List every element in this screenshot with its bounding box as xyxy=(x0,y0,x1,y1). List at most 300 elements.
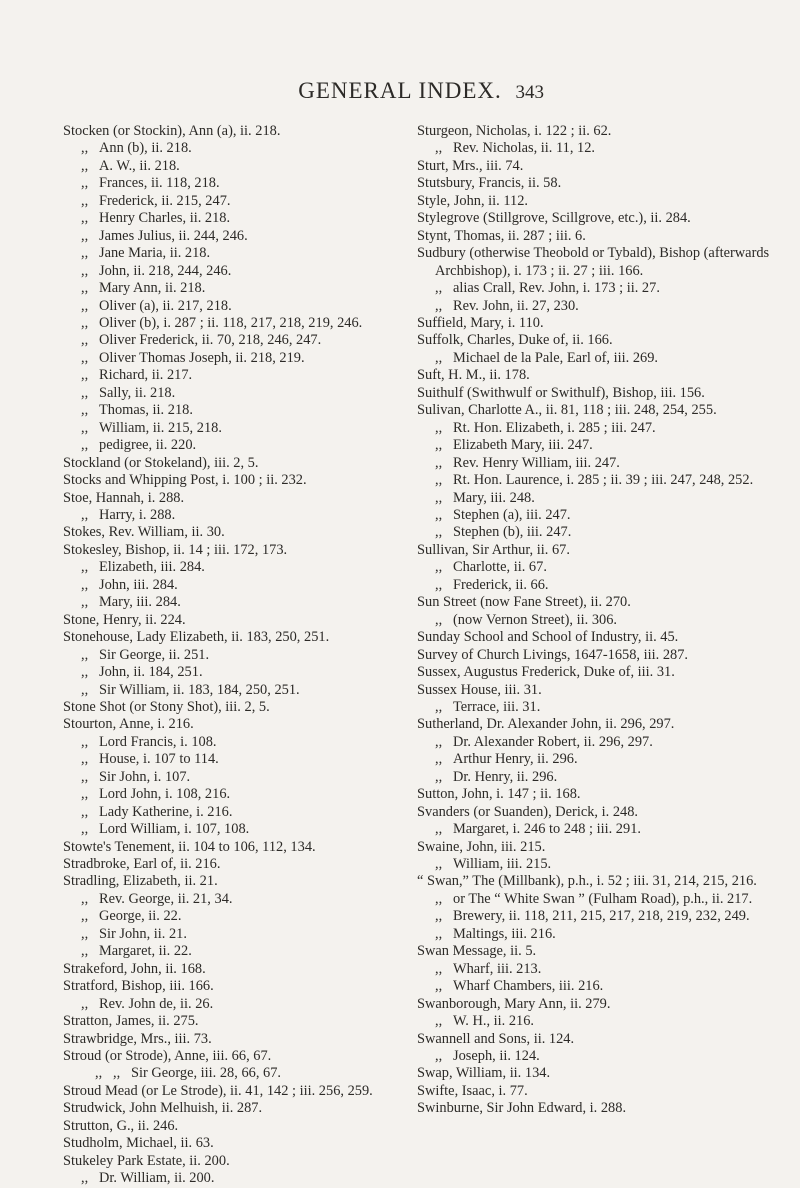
index-entry-text: Sir George, iii. 28, 66, 67. xyxy=(131,1065,282,1082)
index-entry-text: Sir William, ii. 183, 184, 250, 251. xyxy=(99,681,300,698)
index-entry xyxy=(63,1153,438,1170)
index-entry xyxy=(63,367,438,384)
index-entry-text: Richard, ii. 217. xyxy=(99,367,193,384)
ditto-mark: ,, xyxy=(81,576,89,593)
index-entry xyxy=(63,682,438,699)
ditto-mark: ,, xyxy=(81,210,89,227)
index-entry xyxy=(63,769,438,786)
index-entry-text: Stroud (or Strode), Anne, iii. 66, 67. xyxy=(63,1048,272,1065)
index-entry-text: Sullivan, Sir Arthur, ii. 67. xyxy=(417,541,570,558)
index-entry xyxy=(417,298,792,315)
index-entry-text: Studholm, Michael, ii. 63. xyxy=(63,1135,214,1152)
ditto-mark: ,, xyxy=(435,524,443,541)
index-entry xyxy=(417,734,792,751)
index-entry xyxy=(63,298,438,315)
index-entry-text: Sun Street (now Fane Street), ii. 270. xyxy=(417,594,631,611)
index-entry xyxy=(417,804,792,821)
ditto-mark: ,, xyxy=(81,751,89,768)
index-entry-text: Sir George, ii. 251. xyxy=(99,646,210,663)
index-entry xyxy=(63,943,438,960)
ditto-mark: ,, xyxy=(435,297,443,314)
index-entry xyxy=(417,612,792,629)
index-entry-text: Sir John, ii. 21. xyxy=(99,925,187,942)
index-entry-text: Strutton, G., ii. 246. xyxy=(63,1117,179,1134)
index-entry-text: Oliver (a), ii. 217, 218. xyxy=(99,297,232,314)
ditto-mark: ,, xyxy=(81,1170,89,1187)
index-entry-text: Mary Ann, ii. 218. xyxy=(99,280,206,297)
ditto-mark: ,, xyxy=(81,192,89,209)
index-entry-text: George, ii. 22. xyxy=(99,908,182,925)
index-entry xyxy=(417,367,792,384)
ditto-mark: ,, xyxy=(435,978,443,995)
index-entry xyxy=(63,804,438,821)
index-entry-text: Oliver Thomas Joseph, ii. 218, 219. xyxy=(99,349,305,366)
index-entry-text: Stradbroke, Earl of, ii. 216. xyxy=(63,856,221,873)
index-entry-text: Lord Francis, i. 108. xyxy=(99,733,217,750)
index-entry-text: Sturgeon, Nicholas, i. 122 ; ii. 62. xyxy=(417,123,612,139)
index-entry-text: Stocken (or Stockin), Ann (a), ii. 218. xyxy=(63,123,281,139)
index-entry xyxy=(63,210,438,227)
ditto-mark: ,, xyxy=(81,384,89,401)
index-entry-text: Dr. Henry, ii. 296. xyxy=(453,768,558,785)
index-entry-text: pedigree, ii. 220. xyxy=(99,437,197,454)
index-entry-text: Svanders (or Suanden), Derick, i. 248. xyxy=(417,803,639,820)
ditto-mark: ,, xyxy=(435,506,443,523)
index-entry xyxy=(63,1048,438,1065)
index-entry-text: Stone Shot (or Stony Shot), iii. 2, 5. xyxy=(63,698,270,715)
index-entry-text: Harry, i. 288. xyxy=(99,506,176,523)
index-entry-text: Ann (b), ii. 218. xyxy=(99,140,192,157)
ditto-mark: ,, xyxy=(81,140,89,157)
index-entry xyxy=(63,891,438,908)
index-entry xyxy=(63,315,438,332)
index-entry xyxy=(63,193,438,210)
ditto-mark: ,, xyxy=(435,925,443,942)
index-entry-text: Margaret, ii. 22. xyxy=(99,943,192,960)
index-entry xyxy=(417,542,792,559)
index-entry xyxy=(63,699,438,716)
index-entry xyxy=(63,280,438,297)
index-entry-text: Henry Charles, ii. 218. xyxy=(99,210,231,227)
index-entry-text: Sussex, Augustus Frederick, Duke of, iii. 31. xyxy=(417,664,675,681)
ditto-mark: ,, xyxy=(435,559,443,576)
index-entry-text: Stephen (b), iii. 247. xyxy=(453,524,572,541)
ditto-mark: ,, xyxy=(81,768,89,785)
index-entry xyxy=(417,926,792,943)
index-entry xyxy=(417,961,792,978)
ditto-mark: ,, xyxy=(435,454,443,471)
ditto-mark: ,, xyxy=(81,349,89,366)
ditto-mark: ,, xyxy=(81,437,89,454)
index-entry xyxy=(417,350,792,367)
ditto-mark: ,, xyxy=(81,733,89,750)
index-entry xyxy=(63,1031,438,1048)
index-entry xyxy=(417,908,792,925)
index-entry-text: Lady Katherine, i. 216. xyxy=(99,803,233,820)
ditto-mark: ,, xyxy=(435,960,443,977)
index-entry-text: Swanborough, Mary Ann, ii. 279. xyxy=(417,995,611,1012)
ditto-mark: ,, xyxy=(435,908,443,925)
index-entry-text: Swannell and Sons, ii. 124. xyxy=(417,1030,575,1047)
index-entry-text: Mary, iii. 284. xyxy=(99,594,181,611)
index-entry xyxy=(417,402,792,419)
ditto-mark: ,, xyxy=(435,489,443,506)
index-entry-text: Rev. Nicholas, ii. 11, 12. xyxy=(453,140,596,157)
index-entry xyxy=(63,629,438,646)
index-entry-text: Terrace, iii. 31. xyxy=(453,698,541,715)
index-entry xyxy=(63,1065,438,1082)
index-entry xyxy=(417,315,792,332)
ditto-mark: ,, xyxy=(81,803,89,820)
ditto-mark: ,, xyxy=(81,506,89,523)
index-entry-text: Sir John, i. 107. xyxy=(99,768,191,785)
ditto-mark: ,, xyxy=(81,594,89,611)
index-entry-text: Thomas, ii. 218. xyxy=(99,402,193,419)
index-entry xyxy=(63,734,438,751)
index-entry-text: W. H., ii. 216. xyxy=(453,1013,535,1030)
index-entry xyxy=(63,140,438,157)
index-entry-text: Stradling, Elizabeth, ii. 21. xyxy=(63,873,218,890)
index-entry-text: Oliver (b), i. 287 ; ii. 118, 217, 218, 219, 246. xyxy=(99,314,363,331)
ditto-mark: ,, xyxy=(81,175,89,192)
index-entry xyxy=(417,577,792,594)
index-entry xyxy=(63,664,438,681)
index-entry-text: Strudwick, John Melhuish, ii. 287. xyxy=(63,1100,263,1117)
index-entry xyxy=(417,716,792,733)
ditto-mark: ,, xyxy=(81,664,89,681)
index-entry-text: alias Crall, Rev. John, i. 173 ; ii. 27. xyxy=(453,280,660,297)
index-entry xyxy=(63,402,438,419)
index-entry-text: Elizabeth Mary, iii. 247. xyxy=(453,437,593,454)
index-entry-text: John, ii. 184, 251. xyxy=(99,664,203,681)
index-entry xyxy=(417,786,792,803)
ditto-mark: ,, xyxy=(81,245,89,262)
index-entry-text: Stylegrove (Stillgrove, Scillgrove, etc.), ii. 284. xyxy=(417,210,691,227)
ditto-mark: ,, xyxy=(435,611,443,628)
index-entry-text: Oliver Frederick, ii. 70, 218, 246, 247. xyxy=(99,332,322,349)
index-entry-text: Stratton, James, ii. 275. xyxy=(63,1013,199,1030)
index-entry xyxy=(63,524,438,541)
index-entry-text: Sulivan, Charlotte A., ii. 81, 118 ; iii. 248, 254, 255. xyxy=(417,402,717,419)
index-entry-text: Stowte's Tenement, ii. 104 to 106, 112, 134. xyxy=(63,838,316,855)
index-entry-text: Sally, ii. 218. xyxy=(99,384,176,401)
ditto-mark: ,, xyxy=(435,856,443,873)
ditto-mark: ,, xyxy=(81,314,89,331)
ditto-mark: ,, xyxy=(435,472,443,489)
index-entry-text: Stockland (or Stokeland), iii. 2, 5. xyxy=(63,454,259,471)
ditto-mark: ,, xyxy=(435,733,443,750)
ditto-mark: ,, xyxy=(81,908,89,925)
index-column-right xyxy=(417,123,792,1118)
index-entry-text: Charlotte, ii. 67. xyxy=(453,559,547,576)
index-entry-text: Frederick, ii. 215, 247. xyxy=(99,192,231,209)
index-entry xyxy=(417,140,792,157)
ditto-mark: ,, xyxy=(81,925,89,942)
index-entry-text: Swifte, Isaac, i. 77. xyxy=(417,1082,528,1099)
index-entry xyxy=(63,490,438,507)
index-entry xyxy=(417,856,792,873)
index-entry xyxy=(417,1048,792,1065)
index-entry xyxy=(63,996,438,1013)
index-entry-text: Wharf Chambers, iii. 216. xyxy=(453,978,604,995)
ditto-mark: ,, xyxy=(435,419,443,436)
index-entry-text: Elizabeth, iii. 284. xyxy=(99,559,205,576)
index-entry xyxy=(63,385,438,402)
index-entry xyxy=(417,455,792,472)
index-entry-text: Rev. George, ii. 21, 34. xyxy=(99,890,233,907)
index-entry xyxy=(63,175,438,192)
index-entry xyxy=(63,245,438,262)
index-entry-text: Arthur Henry, ii. 296. xyxy=(453,751,578,768)
index-entry-text: James Julius, ii. 244, 246. xyxy=(99,227,248,244)
index-entry xyxy=(417,664,792,681)
page-title: GENERAL INDEX. xyxy=(298,78,502,103)
ditto-mark: ,, xyxy=(81,402,89,419)
index-entry-text: Style, John, ii. 112. xyxy=(417,192,529,209)
index-entry xyxy=(63,332,438,349)
ditto-mark: ,, xyxy=(435,751,443,768)
index-entry-text: Swap, William, ii. 134. xyxy=(417,1065,551,1082)
ditto-mark: ,, xyxy=(81,262,89,279)
index-entry xyxy=(417,1065,792,1082)
ditto-mark: ,, xyxy=(81,890,89,907)
index-entry xyxy=(417,647,792,664)
ditto-mark: ,, xyxy=(81,681,89,698)
index-entry-text: Survey of Church Livings, 1647-1658, iii. 287. xyxy=(417,646,689,663)
index-entry xyxy=(63,961,438,978)
index-entry xyxy=(63,542,438,559)
index-entry-text: Stukeley Park Estate, ii. 200. xyxy=(63,1152,230,1169)
ditto-mark: ,, xyxy=(435,576,443,593)
ditto-mark: ,, xyxy=(81,419,89,436)
index-entry xyxy=(63,873,438,890)
ditto-mark: ,, xyxy=(435,1013,443,1030)
index-entry xyxy=(417,228,792,245)
index-entry-text: William, iii. 215. xyxy=(453,856,552,873)
index-entry-text: “ Swan,” The (Millbank), p.h., i. 52 ; iii. 31, 214, 215, 216. xyxy=(417,873,757,890)
ditto-mark: ,, xyxy=(81,646,89,663)
ditto-mark: ,, xyxy=(81,559,89,576)
index-entry xyxy=(417,1031,792,1048)
index-entry xyxy=(417,524,792,541)
index-entry xyxy=(417,839,792,856)
ditto-mark: ,, xyxy=(81,280,89,297)
index-entry xyxy=(63,647,438,664)
index-entry xyxy=(63,821,438,838)
index-column-left xyxy=(63,123,438,1188)
index-entry xyxy=(63,1083,438,1100)
index-entry-text: Stokesley, Bishop, ii. 14 ; iii. 172, 173. xyxy=(63,541,288,558)
ditto-mark: ,, xyxy=(81,995,89,1012)
index-entry-text: Frances, ii. 118, 218. xyxy=(99,175,220,192)
index-entry-text: Sturt, Mrs., iii. 74. xyxy=(417,157,524,174)
index-entry-text: Swan Message, ii. 5. xyxy=(417,943,537,960)
index-entry xyxy=(63,926,438,943)
index-entry-text: Stephen (a), iii. 247. xyxy=(453,506,571,523)
ditto-mark: ,, xyxy=(435,768,443,785)
ditto-mark: ,, xyxy=(435,821,443,838)
index-entry xyxy=(417,1013,792,1030)
ditto-mark: ,, xyxy=(81,332,89,349)
index-entry xyxy=(417,472,792,489)
index-entry-text: Joseph, ii. 124. xyxy=(453,1048,540,1065)
ditto-mark: ,, xyxy=(81,367,89,384)
index-entry-text: Sunday School and School of Industry, ii. 45. xyxy=(417,629,679,646)
page-header xyxy=(0,78,800,108)
index-entry-text: John, iii. 284. xyxy=(99,576,178,593)
index-entry xyxy=(63,978,438,995)
index-entry-text: Maltings, iii. 216. xyxy=(453,925,556,942)
index-entry xyxy=(417,158,792,175)
ditto-mark: ,, xyxy=(81,297,89,314)
index-entry xyxy=(63,751,438,768)
index-entry xyxy=(63,1013,438,1030)
index-entry-text: House, i. 107 to 114. xyxy=(99,751,219,768)
index-entry-text: John, ii. 218, 244, 246. xyxy=(99,262,232,279)
index-entry-text: Stourton, Anne, i. 216. xyxy=(63,716,194,733)
index-entry-text: Rev. John, ii. 27, 230. xyxy=(453,297,579,314)
ditto-mark: ,, xyxy=(435,437,443,454)
index-entry xyxy=(417,1083,792,1100)
index-entry xyxy=(63,455,438,472)
index-entry xyxy=(63,1170,438,1187)
index-entry xyxy=(63,420,438,437)
index-entry-text: (now Vernon Street), ii. 306. xyxy=(453,611,618,628)
index-entry-text: Stone, Henry, ii. 224. xyxy=(63,611,186,628)
index-entry xyxy=(63,786,438,803)
index-entry xyxy=(63,1135,438,1152)
ditto-mark: ,, xyxy=(435,349,443,366)
index-entry xyxy=(417,507,792,524)
index-entry xyxy=(417,332,792,349)
index-entry-text: Stynt, Thomas, ii. 287 ; iii. 6. xyxy=(417,227,586,244)
index-entry-text: Mary, iii. 248. xyxy=(453,489,535,506)
index-entry-text: Suffield, Mary, i. 110. xyxy=(417,314,544,331)
index-entry-text: Jane Maria, ii. 218. xyxy=(99,245,211,262)
index-entry xyxy=(417,594,792,611)
index-entry-text: Michael de la Pale, Earl of, iii. 269. xyxy=(453,349,659,366)
index-entry xyxy=(417,193,792,210)
index-entry-text: Dr. William, ii. 200. xyxy=(99,1170,215,1187)
ditto-mark: ,, xyxy=(81,943,89,960)
index-entry xyxy=(417,437,792,454)
index-entry-text: A. W., ii. 218. xyxy=(99,157,180,174)
index-entry xyxy=(417,385,792,402)
index-entry xyxy=(63,594,438,611)
ditto-mark: ,, xyxy=(435,1048,443,1065)
index-entry xyxy=(417,682,792,699)
index-entry-text: Suft, H. M., ii. 178. xyxy=(417,367,530,384)
index-entry-text: William, ii. 215, 218. xyxy=(99,419,222,436)
index-entry xyxy=(417,1100,792,1117)
index-entry xyxy=(63,559,438,576)
ditto-mark: ,, xyxy=(95,1065,103,1082)
index-entry xyxy=(417,996,792,1013)
index-entry-text: Rt. Hon. Laurence, i. 285 ; ii. 39 ; iii. 247, 248, 252. xyxy=(453,472,754,489)
index-entry-text: Stonehouse, Lady Elizabeth, ii. 183, 250, 251. xyxy=(63,629,330,646)
index-entry xyxy=(417,769,792,786)
index-entry-text: Suffolk, Charles, Duke of, ii. 166. xyxy=(417,332,613,349)
index-entry-text: Stroud Mead (or Le Strode), ii. 41, 142 ; iii. 256, 259. xyxy=(63,1082,373,1099)
index-entry xyxy=(63,856,438,873)
index-entry xyxy=(63,1100,438,1117)
index-entry xyxy=(63,577,438,594)
index-entry xyxy=(417,210,792,227)
index-entry xyxy=(63,908,438,925)
index-entry-text: Rev. John de, ii. 26. xyxy=(99,995,214,1012)
index-entry xyxy=(417,821,792,838)
index-entry xyxy=(417,978,792,995)
index-entry-text: Stratford, Bishop, iii. 166. xyxy=(63,978,214,995)
index-entry xyxy=(417,420,792,437)
index-entry-text: Sutton, John, i. 147 ; ii. 168. xyxy=(417,786,581,803)
ditto-mark: ,, xyxy=(435,140,443,157)
index-entry xyxy=(63,612,438,629)
index-entry-text: Stutsbury, Francis, ii. 58. xyxy=(417,175,562,192)
index-entry-text: Stokes, Rev. William, ii. 30. xyxy=(63,524,225,541)
index-entry-text: Lord John, i. 108, 216. xyxy=(99,786,231,803)
ditto-mark: ,, xyxy=(81,786,89,803)
index-entry-text: Swaine, John, iii. 215. xyxy=(417,838,546,855)
index-entry-text: Wharf, iii. 213. xyxy=(453,960,542,977)
index-entry xyxy=(417,751,792,768)
index-entry-text: Swinburne, Sir John Edward, i. 288. xyxy=(417,1100,627,1117)
ditto-mark: ,, xyxy=(81,821,89,838)
index-entry-text: Sudbury (otherwise Theobold or Tybald), Bishop (afterwards Archbishop), i. 173 ; ii. 27 ; iii. 166. xyxy=(417,245,770,279)
index-entry-text: Lord William, i. 107, 108. xyxy=(99,821,250,838)
index-entry-text: Strakeford, John, ii. 168. xyxy=(63,960,206,977)
index-entry-text: Rt. Hon. Elizabeth, i. 285 ; iii. 247. xyxy=(453,419,656,436)
index-entry xyxy=(63,437,438,454)
index-entry xyxy=(417,559,792,576)
ditto-mark: ,, xyxy=(435,280,443,297)
index-entry-text: Sutherland, Dr. Alexander John, ii. 296, 297. xyxy=(417,716,675,733)
index-entry-text: Stoe, Hannah, i. 288. xyxy=(63,489,185,506)
index-entry xyxy=(63,263,438,280)
index-entry xyxy=(63,350,438,367)
ditto-mark: ,, xyxy=(113,1065,121,1082)
ditto-mark: ,, xyxy=(435,698,443,715)
index-entry-text: Dr. Alexander Robert, ii. 296, 297. xyxy=(453,733,653,750)
index-entry xyxy=(63,228,438,245)
index-entry xyxy=(417,629,792,646)
index-entry-text: or The “ White Swan ” (Fulham Road), p.h., ii. 217. xyxy=(453,890,753,907)
index-entry-text: Frederick, ii. 66. xyxy=(453,576,549,593)
ditto-mark: ,, xyxy=(435,890,443,907)
page-number: 343 xyxy=(515,82,544,103)
index-entry xyxy=(63,123,438,140)
index-entry xyxy=(63,507,438,524)
index-entry xyxy=(63,716,438,733)
index-entry xyxy=(417,280,792,297)
ditto-mark: ,, xyxy=(81,157,89,174)
index-entry xyxy=(63,1118,438,1135)
index-entry-text: Strawbridge, Mrs., iii. 73. xyxy=(63,1030,212,1047)
index-entry-text: Brewery, ii. 118, 211, 215, 217, 218, 219, 232, 249. xyxy=(453,908,750,925)
ditto-mark: ,, xyxy=(81,227,89,244)
index-entry-text: Suithulf (Swithwulf or Swithulf), Bishop, iii. 156. xyxy=(417,384,705,401)
index-entry xyxy=(417,123,792,140)
index-entry xyxy=(63,839,438,856)
index-entry xyxy=(417,873,792,890)
index-entry xyxy=(417,175,792,192)
index-entry xyxy=(63,472,438,489)
index-entry xyxy=(417,245,792,280)
index-entry xyxy=(63,158,438,175)
index-entry xyxy=(417,943,792,960)
index-entry xyxy=(417,490,792,507)
index-entry xyxy=(417,699,792,716)
